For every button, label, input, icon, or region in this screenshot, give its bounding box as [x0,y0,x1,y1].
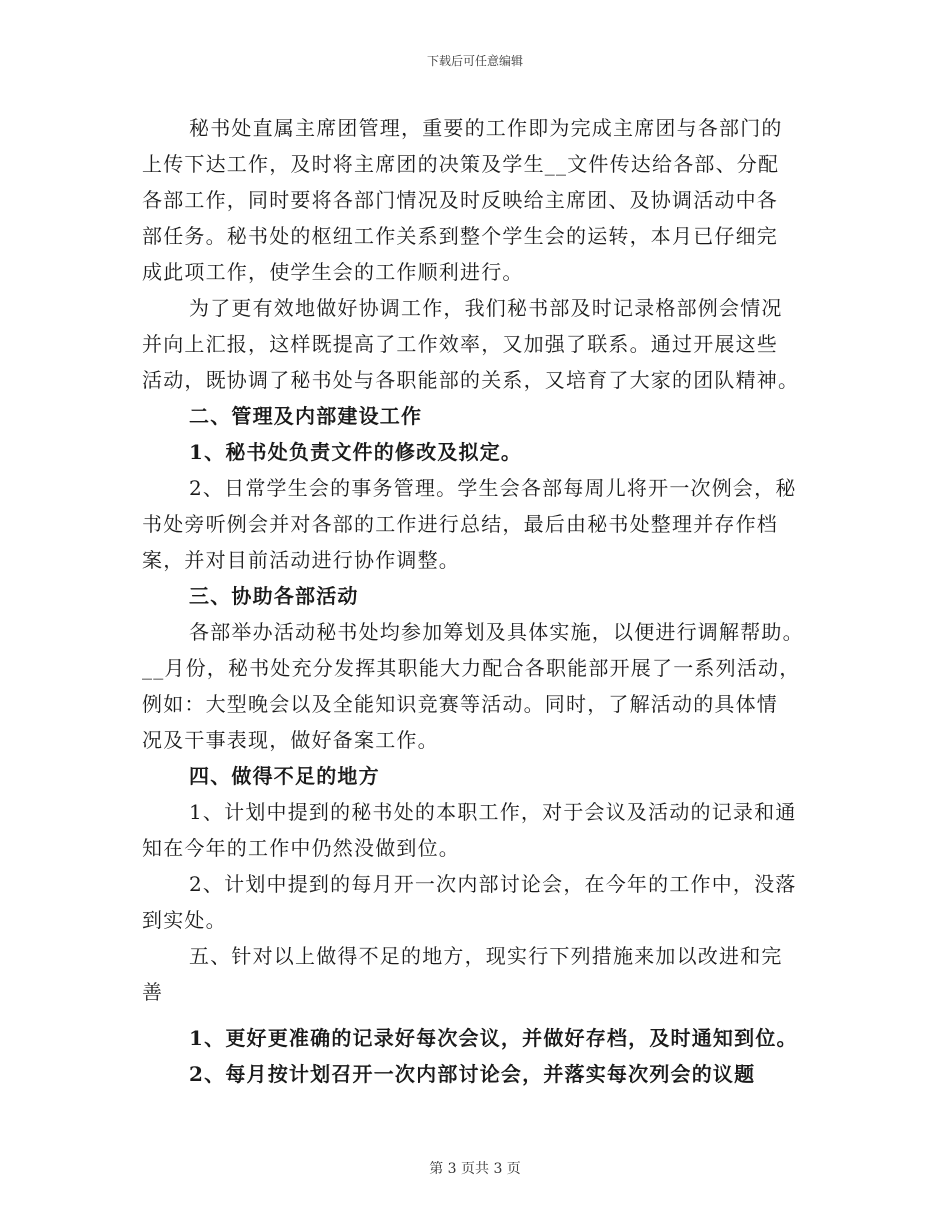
page-header: 下载后可任意编辑 [426,54,523,68]
paragraph-line: 上传下达工作，及时将主席团的决策及学生__文件传达给各部、分配 [142,152,780,176]
paragraph-line: 善 [142,980,164,1004]
paragraph-line: 并向上汇报，这样既提高了工作效率，又加强了联系。通过开展这些 [142,332,778,356]
section-heading: 四、做得不足的地方 [189,764,380,788]
paragraph-line: 活动，既协调了秘书处与各职能部的关系，又培育了大家的团队精神。 [142,368,800,392]
paragraph-line: 1、计划中提到的秘书处的本职工作，对于会议及活动的记录和通 [189,800,797,824]
paragraph-line: 案，并对目前活动进行协作调整。 [142,548,460,572]
paragraph-line: 各部工作，同时要将各部门情况及时反映给主席团、及协调活动中各 [142,188,778,212]
paragraph-line: __月份，秘书处充分发挥其职能大力配合各职能部开展了一系列活动， [142,656,801,680]
paragraph-line: 部任务。秘书处的枢纽工作关系到整个学生会的运转，本月已仔细完 [142,224,778,248]
paragraph-line: 书处旁听例会并对各部的工作进行总结，最后由秘书处整理并存作档 [142,512,778,536]
paragraph-line: 2、日常学生会的事务管理。学生会各部每周儿将开一次例会，秘 [189,476,797,500]
page-footer: 第 3 页共 3 页 [429,1161,521,1177]
paragraph-line: 到实处。 [142,908,227,932]
document-body [142,110,808,1092]
paragraph-line: 为了更有效地做好协调工作，我们秘书部及时记录格部例会情况 [189,296,783,320]
paragraph-line: 成此项工作，使学生会的工作顺利进行。 [142,260,524,284]
paragraph-line: 2、计划中提到的每月开一次内部讨论会，在今年的工作中，没落 [189,872,797,896]
section-heading: 二、管理及内部建设工作 [189,404,423,428]
paragraph-line: 例如：大型晚会以及全能知识竞赛等活动。同时，了解活动的具体情 [142,692,778,716]
paragraph-line: 秘书处直属主席团管理，重要的工作即为完成主席团与各部门的 [189,116,783,140]
section-heading: 五、针对以上做得不足的地方，现实行下列措施来加以改进和完 [189,944,783,968]
item-heading: 2、每月按计划召开一次内部讨论会，并落实每次列会的议题 [189,1062,756,1086]
paragraph-line: 各部举办活动秘书处均参加筹划及具体实施，以便进行调解帮助。 [189,620,804,644]
item-heading: 1、更好更准确的记录好每次会议，并做好存档，及时通知到位。 [189,1026,798,1050]
spacer [142,1010,808,1020]
item-heading: 1、秘书处负责文件的修改及拟定。 [189,440,523,464]
section-heading: 三、协助各部活动 [189,584,359,608]
paragraph-line: 知在今年的工作中仍然没做到位。 [142,836,460,860]
paragraph-line: 况及干事表现，做好备案工作。 [142,728,439,752]
